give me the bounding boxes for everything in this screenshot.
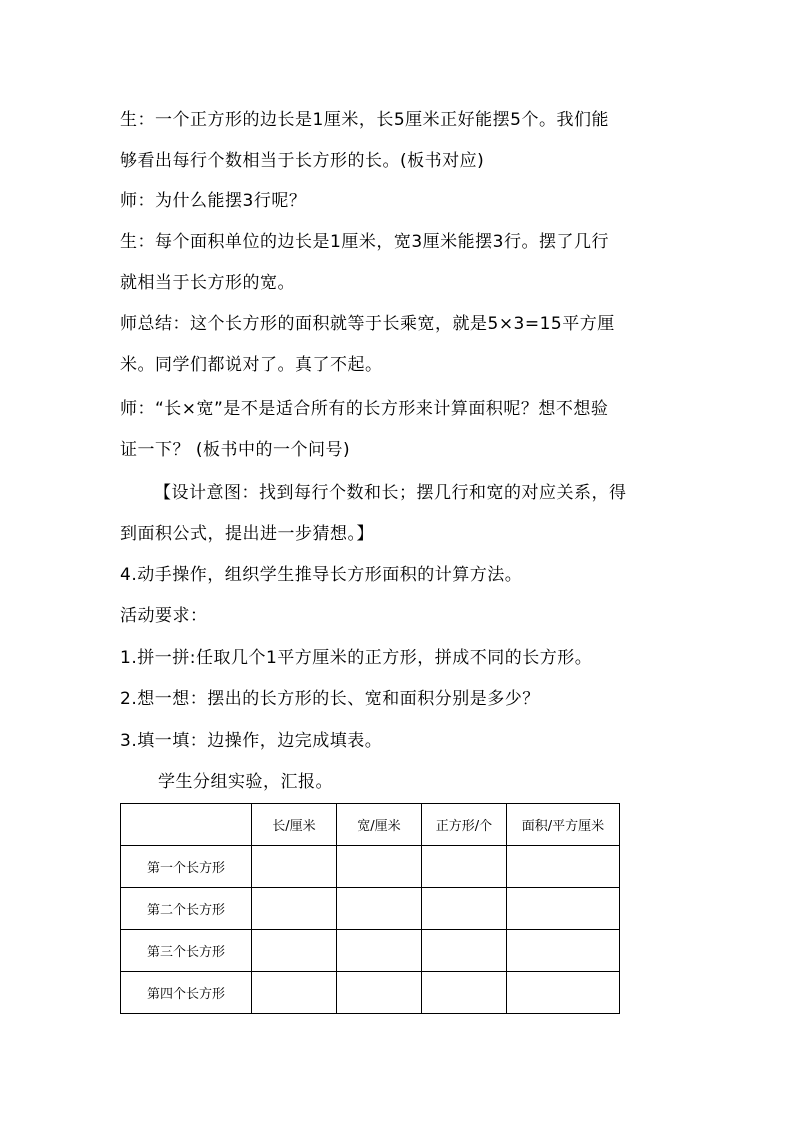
table-cell xyxy=(507,930,620,972)
table-cell xyxy=(252,846,337,888)
table-header-cell: 正方形/个 xyxy=(422,804,507,846)
table-header-cell xyxy=(121,804,252,846)
text-line: 生：每个面积单位的边长是1厘米，宽3厘米能摆3行。摆了几行 xyxy=(120,232,609,252)
table-header-row xyxy=(121,804,620,846)
text-line: 证一下？ (板书中的一个问号) xyxy=(120,440,351,460)
text-line: 生：一个正方形的边长是1厘米，长5厘米正好能摆5个。我们能 xyxy=(120,110,609,130)
table-header-cell: 面积/平方厘米 xyxy=(507,804,620,846)
table-cell xyxy=(507,888,620,930)
list-item: 2.想一想：摆出的长方形的长、宽和面积分别是多少？ xyxy=(120,689,540,709)
section-heading: 4.动手操作，组织学生推导长方形面积的计算方法。 xyxy=(120,565,523,585)
table-cell xyxy=(422,888,507,930)
table-cell xyxy=(337,888,422,930)
text-line: 学生分组实验，汇报。 xyxy=(158,772,333,792)
list-item: 3.填一填：边操作，边完成填表。 xyxy=(120,731,383,751)
table-row-label: 第一个长方形 xyxy=(121,846,252,888)
table-row-label: 第四个长方形 xyxy=(121,972,252,1014)
text-line: 就相当于长方形的宽。 xyxy=(120,273,295,293)
table-cell xyxy=(337,846,422,888)
table-cell xyxy=(422,972,507,1014)
table-row xyxy=(121,846,620,888)
list-item: 1.拼一拼:任取几个1平方厘米的正方形，拼成不同的长方形。 xyxy=(120,648,593,668)
table-cell xyxy=(252,930,337,972)
text-line: 活动要求： xyxy=(120,606,208,626)
table-cell xyxy=(252,888,337,930)
table-cell xyxy=(422,846,507,888)
design-intent-line: 到面积公式，提出进一步猜想。】 xyxy=(120,524,374,544)
text-line: 师：为什么能摆3行呢？ xyxy=(120,191,307,211)
table-cell xyxy=(337,930,422,972)
table-header-cell: 宽/厘米 xyxy=(337,804,422,846)
table-cell xyxy=(422,930,507,972)
table-row-label: 第三个长方形 xyxy=(121,930,252,972)
table-row xyxy=(121,888,620,930)
text-line: 师总结：这个长方形的面积就等于长乘宽，就是5×3=15平方厘 xyxy=(120,314,615,334)
table-cell xyxy=(252,972,337,1014)
table-row-label: 第二个长方形 xyxy=(121,888,252,930)
text-line: 师：“长×宽”是不是适合所有的长方形来计算面积呢？想不想验 xyxy=(120,399,609,419)
table-cell xyxy=(337,972,422,1014)
table-cell xyxy=(507,846,620,888)
table-header-cell: 长/厘米 xyxy=(252,804,337,846)
table-cell xyxy=(507,972,620,1014)
text-line: 够看出每行个数相当于长方形的长。(板书对应) xyxy=(120,151,485,171)
design-intent-line: 【设计意图：找到每行个数和长；摆几行和宽的对应关系，得 xyxy=(154,483,627,503)
fill-in-table xyxy=(120,803,620,1014)
table-row xyxy=(121,930,620,972)
text-line: 米。同学们都说对了。真了不起。 xyxy=(120,355,383,375)
table-row xyxy=(121,972,620,1014)
